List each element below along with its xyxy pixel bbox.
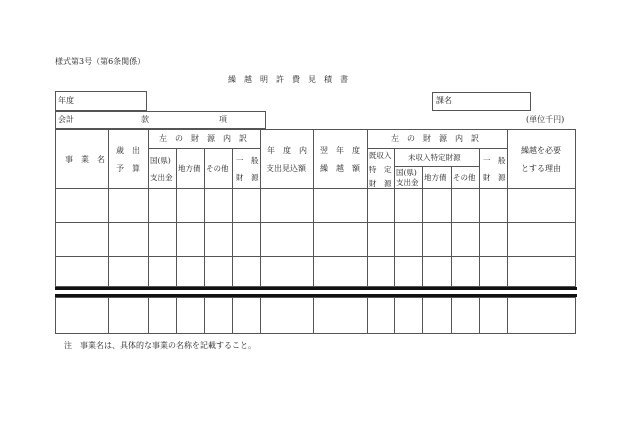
col-intra-year-top: 年 度 内	[267, 146, 307, 155]
cell-nat-pref2[interactable]	[395, 189, 422, 222]
col-left-financing: 左 の 財 源 内 訳	[159, 134, 247, 143]
col-general2-bottom: 財 源	[483, 173, 506, 182]
cell-reason[interactable]	[508, 257, 575, 287]
cell-local-bond[interactable]	[177, 223, 204, 256]
footnote: 注 事業名は、具体的な事業の名称を記載すること。	[64, 341, 256, 350]
cell-nat-pref[interactable]	[149, 223, 176, 256]
cell-next-year[interactable]	[314, 298, 367, 333]
col-budget-top: 歳 出	[116, 146, 140, 155]
cell-received[interactable]	[368, 257, 394, 287]
cell-other[interactable]	[205, 298, 232, 333]
col-next-year-bottom: 繰 越 額	[320, 164, 360, 173]
col-nat-pref-top: 国(県)	[150, 156, 171, 165]
col-reason-top: 繰越を必要	[521, 146, 561, 155]
cell-budget[interactable]	[109, 223, 148, 256]
col-general2-top: 一 般	[483, 156, 506, 165]
cell-local-bond[interactable]	[177, 189, 204, 222]
cell-received[interactable]	[368, 298, 394, 333]
cell-other2[interactable]	[452, 223, 479, 256]
col-nat-pref-bottom: 支出金	[150, 173, 173, 182]
col-local-bond2: 地方債	[424, 173, 447, 182]
cell-nat-pref2[interactable]	[395, 298, 422, 333]
col-general-bottom: 財 源	[236, 173, 259, 182]
cell-next-year[interactable]	[314, 189, 367, 222]
item-label: 款	[141, 115, 149, 124]
cell-intra-year[interactable]	[261, 257, 313, 287]
cell-general2[interactable]	[480, 298, 507, 333]
cell-received[interactable]	[368, 189, 394, 222]
fiscal-year-label: 年度	[58, 96, 74, 105]
col-project-name: 事 業 名	[65, 155, 105, 164]
col-received-1: 既収入	[369, 151, 392, 160]
cell-nat-pref[interactable]	[149, 257, 176, 287]
account-label: 会計	[58, 115, 74, 124]
cell-general[interactable]	[233, 257, 260, 287]
cell-local-bond[interactable]	[177, 257, 204, 287]
document-title: 繰 越 明 許 費 見 積 書	[228, 75, 348, 84]
cell-general[interactable]	[233, 298, 260, 333]
col-reason-bottom: とする理由	[521, 164, 561, 173]
col-intra-year-bottom: 支出見込額	[266, 164, 306, 173]
cell-project-name[interactable]	[56, 223, 108, 256]
clause-label: 項	[219, 115, 227, 124]
col-received-2: 特 定	[369, 165, 392, 174]
cell-budget[interactable]	[109, 298, 148, 333]
cell-intra-year[interactable]	[261, 189, 313, 222]
col-nat-pref2-top: 国(県)	[396, 168, 417, 177]
cell-other[interactable]	[205, 189, 232, 222]
cell-other2[interactable]	[452, 298, 479, 333]
cell-other2[interactable]	[452, 257, 479, 287]
cell-local-bond2[interactable]	[423, 298, 451, 333]
col-unreceived: 未収入特定財源	[408, 153, 461, 162]
cell-local-bond2[interactable]	[423, 189, 451, 222]
cell-next-year[interactable]	[314, 223, 367, 256]
cell-general[interactable]	[233, 189, 260, 222]
cell-nat-pref2[interactable]	[395, 223, 422, 256]
col-other2: その他	[453, 173, 476, 182]
cell-general2[interactable]	[480, 189, 507, 222]
cell-received[interactable]	[368, 223, 394, 256]
section-label: 課名	[436, 96, 452, 105]
cell-general2[interactable]	[480, 223, 507, 256]
cell-general[interactable]	[233, 223, 260, 256]
cell-project-name[interactable]	[56, 189, 108, 222]
cell-local-bond[interactable]	[177, 298, 204, 333]
col-general-top: 一 般	[236, 156, 259, 165]
cell-other[interactable]	[205, 257, 232, 287]
cell-reason[interactable]	[508, 223, 575, 256]
cell-nat-pref[interactable]	[149, 298, 176, 333]
cell-local-bond2[interactable]	[423, 257, 451, 287]
col-nat-pref2-bottom: 支出金	[396, 178, 419, 187]
unit-label: (単位千円)	[526, 115, 565, 124]
cell-project-name[interactable]	[56, 257, 108, 287]
cell-other[interactable]	[205, 223, 232, 256]
cell-reason[interactable]	[508, 298, 575, 333]
cell-general2[interactable]	[480, 257, 507, 287]
form-number: 様式第3号（第6条関係）	[55, 57, 146, 66]
cell-nat-pref2[interactable]	[395, 257, 422, 287]
cell-budget[interactable]	[109, 189, 148, 222]
col-left-financing2: 左 の 財 源 内 訳	[391, 134, 479, 143]
cell-budget[interactable]	[109, 257, 148, 287]
col-next-year-top: 翌 年 度	[320, 146, 360, 155]
cell-intra-year[interactable]	[261, 298, 313, 333]
col-local-bond: 地方債	[178, 164, 201, 173]
col-budget-bottom: 予 算	[116, 164, 140, 173]
cell-other2[interactable]	[452, 189, 479, 222]
cell-local-bond2[interactable]	[423, 223, 451, 256]
cell-project-name[interactable]	[56, 298, 108, 333]
cell-nat-pref[interactable]	[149, 189, 176, 222]
col-other: その他	[206, 164, 229, 173]
cell-next-year[interactable]	[314, 257, 367, 287]
cell-intra-year[interactable]	[261, 223, 313, 256]
col-received-3: 財 源	[369, 179, 392, 188]
cell-reason[interactable]	[508, 189, 575, 222]
